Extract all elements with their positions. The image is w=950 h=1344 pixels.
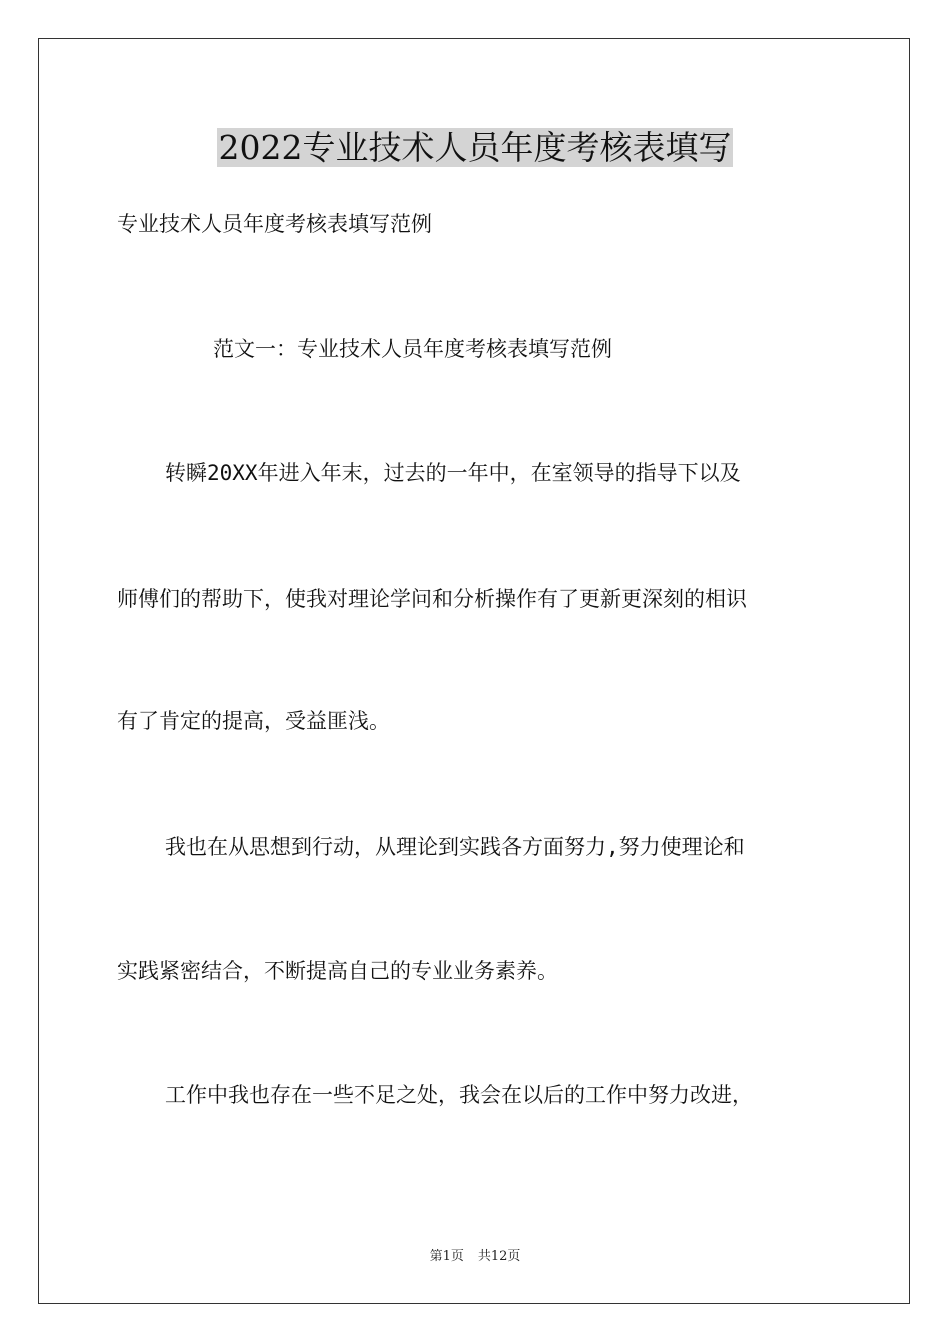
page-footer	[0, 1248, 950, 1266]
subtitle-line: 专业技术人员年度考核表填写范例	[117, 212, 432, 236]
page-number: 第1页	[429, 1249, 464, 1264]
paragraph-line: 有了肯定的提高，受益匪浅。	[117, 709, 390, 733]
paragraph-line: 师傅们的帮助下，使我对理论学问和分析操作有了更新更深刻的相识	[117, 587, 747, 611]
paragraph-line: 实践紧密结合，不断提高自己的专业业务素养。	[117, 959, 558, 983]
section-heading: 范文一：专业技术人员年度考核表填写范例	[213, 337, 612, 361]
paragraph-line: 转瞬20XX年进入年末，过去的一年中，在室领导的指导下以及	[165, 461, 741, 485]
page-total: 共12页	[477, 1249, 521, 1264]
document-title-text: 2022专业技术人员年度考核表填写	[218, 128, 732, 167]
paragraph-line: 工作中我也存在一些不足之处，我会在以后的工作中努力改进，	[165, 1083, 753, 1107]
document-title	[0, 126, 950, 170]
paragraph-line: 我也在从思想到行动，从理论到实践各方面努力,努力使理论和	[165, 835, 745, 859]
